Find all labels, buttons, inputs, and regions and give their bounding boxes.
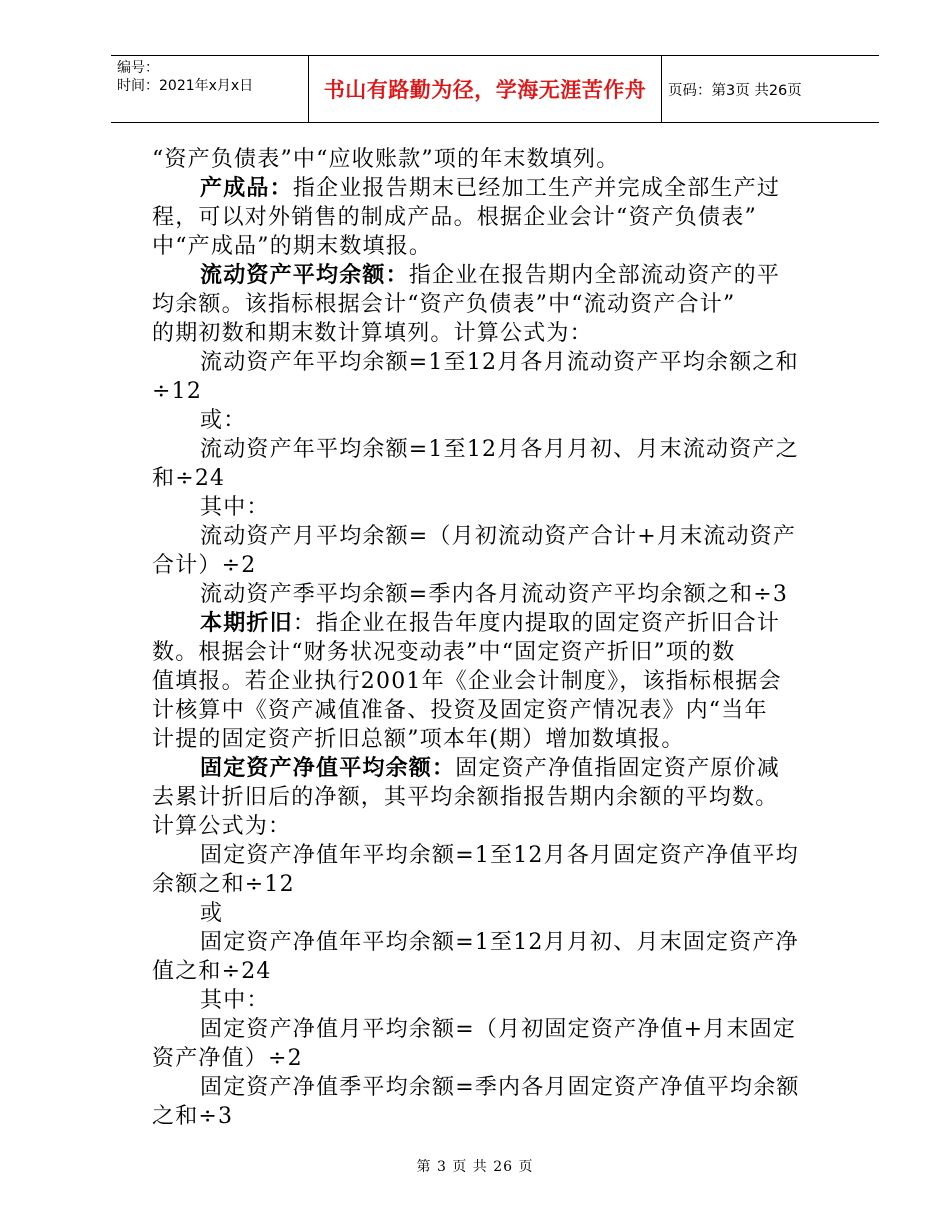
text-line — [152, 435, 842, 464]
text-line — [152, 725, 842, 754]
text-line — [152, 928, 842, 957]
header-meta — [117, 59, 307, 95]
text-line — [152, 348, 842, 377]
line-text: 去累计折旧后的净额，其平均余额指报告期内余额的平均数。 — [152, 785, 779, 810]
text-line — [152, 870, 842, 899]
text-line — [152, 957, 842, 986]
line-text: 计提的固定资产折旧总额”项本年(期）增加数填报。 — [152, 727, 685, 752]
line-text: 流动资产月平均余额=（月初流动资产合计+月末流动资产 — [200, 524, 797, 549]
line-text: 程，可以对外销售的制成产品。根据企业会计“资产负债表” — [152, 205, 757, 230]
line-text: 固定资产净值月平均余额=（月初固定资产净值+月末固定 — [200, 1017, 797, 1042]
line-text: 固定资产净值年平均余额=1至12月各月固定资产净值平均 — [200, 843, 799, 868]
text-line — [152, 319, 842, 348]
text-line — [152, 754, 842, 783]
text-line — [152, 377, 842, 406]
text-line — [152, 841, 842, 870]
text-line — [152, 493, 842, 522]
line-text: 固定资产净值指固定资产原价减 — [455, 756, 781, 781]
line-text: 余额之和÷12 — [152, 872, 295, 897]
text-line — [152, 1073, 842, 1102]
text-line — [152, 638, 842, 667]
line-text: 资产净值）÷2 — [152, 1046, 303, 1071]
text-line — [152, 1015, 842, 1044]
line-text: 或： — [200, 408, 247, 433]
text-line — [152, 899, 842, 928]
header-divider — [661, 56, 662, 122]
text-line — [152, 232, 842, 261]
time-label: 时间：2021年x月x日 — [117, 78, 254, 94]
term-heading: 固定资产净值平均余额： — [200, 756, 456, 781]
text-line — [152, 812, 842, 841]
text-line — [152, 551, 842, 580]
line-text: 指企业报告期末已经加工生产并完成全部生产过 — [292, 176, 781, 201]
line-text: 之和÷3 — [152, 1104, 234, 1129]
line-text: 数。根据会计“财务状况变动表”中“固定资产折旧”项的数 — [152, 640, 736, 665]
text-line — [152, 203, 842, 232]
line-text: 指企业在报告期内全部流动资产的平 — [408, 263, 781, 288]
line-text: 和÷24 — [152, 466, 226, 491]
line-text: ÷12 — [152, 379, 203, 404]
text-line — [152, 1044, 842, 1073]
text-line — [152, 696, 842, 725]
line-text: “资产负债表”中“应收账款”项的年末数填列。 — [152, 147, 620, 172]
text-line — [152, 145, 842, 174]
document-body — [152, 145, 842, 1131]
header-motto: 书山有路勤为径，学海无涯苦作舟 — [323, 78, 647, 102]
line-text: 流动资产年平均余额=1至12月各月月初、月末流动资产之 — [200, 437, 799, 462]
serial-label: 编号： — [117, 60, 159, 76]
line-text: 或 — [200, 901, 224, 926]
page-header — [111, 55, 879, 123]
line-text: 固定资产净值季平均余额=季内各月固定资产净值平均余额 — [200, 1075, 800, 1100]
text-line — [152, 290, 842, 319]
line-text: 计算公式为： — [152, 814, 292, 839]
term-heading: 本期折旧 — [200, 611, 293, 636]
text-line — [152, 783, 842, 812]
text-line — [152, 580, 842, 609]
line-text: 的期初数和期末数计算填列。计算公式为： — [152, 321, 593, 346]
line-text: 其中： — [200, 988, 270, 1013]
text-line — [152, 667, 842, 696]
line-text: 中“产成品”的期末数填报。 — [152, 234, 433, 259]
text-line — [152, 986, 842, 1015]
line-text: 值之和÷24 — [152, 959, 272, 984]
line-text: 其中： — [200, 495, 270, 520]
line-text: 均余额。该指标根据会计“资产负债表”中“流动资产合计” — [152, 292, 736, 317]
term-heading: 产成品： — [200, 176, 293, 201]
text-line — [152, 1102, 842, 1131]
line-text: 流动资产年平均余额=1至12月各月流动资产平均余额之和 — [200, 350, 799, 375]
text-line — [152, 522, 842, 551]
term-heading: 流动资产平均余额： — [200, 263, 409, 288]
text-line — [152, 406, 842, 435]
header-page-code: 页码：第3页 共26页 — [668, 82, 802, 99]
line-text: 流动资产季平均余额=季内各月流动资产平均余额之和÷3 — [200, 582, 789, 607]
line-text: 计核算中《资产减值准备、投资及固定资产情况表》内“当年 — [152, 698, 768, 723]
line-text: ：指企业在报告年度内提取的固定资产折旧合计 — [292, 611, 781, 636]
line-text: 固定资产净值年平均余额=1至12月月初、月末固定资产净 — [200, 930, 799, 955]
text-line — [152, 609, 842, 638]
text-line — [152, 261, 842, 290]
text-line — [152, 464, 842, 493]
line-text: 合计）÷2 — [152, 553, 257, 578]
page-footer: 第 3 页 共 26 页 — [416, 1159, 534, 1175]
text-line — [152, 174, 842, 203]
line-text: 值填报。若企业执行2001年《企业会计制度》，该指标根据会 — [152, 669, 782, 694]
